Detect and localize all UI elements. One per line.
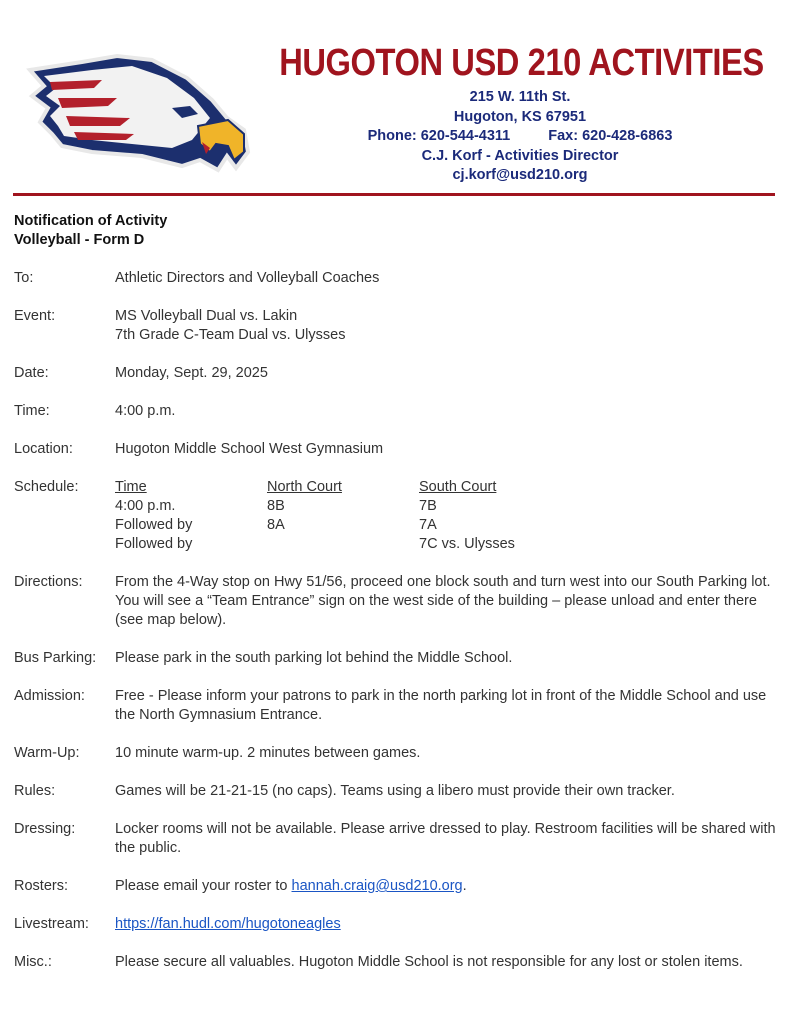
field-label: Warm-Up:: [14, 745, 80, 761]
schedule-cell: 4:00 p.m.: [115, 498, 176, 514]
field-value: 4:00 p.m.: [115, 403, 176, 419]
field-value: [115, 307, 784, 345]
field-value: From the 4-Way stop on Hwy 51/56, proceed one block south and turn west into our South Parking lot. You will see a “Team Entrance” sign on the west side of the building – please unload and enter there (see map below).: [115, 574, 771, 628]
field-date: [14, 364, 784, 383]
field-dressing: [14, 820, 784, 858]
notification-body: [14, 212, 784, 972]
schedule-cell: Followed by: [115, 517, 193, 533]
eagle-logo-icon: [22, 48, 254, 184]
schedule-cell: 7B: [419, 498, 437, 514]
event-line-1: MS Volleyball Dual vs. Lakin: [115, 308, 298, 324]
field-rules: [14, 782, 784, 801]
letterhead: [270, 38, 770, 186]
field-label: Date:: [14, 365, 49, 381]
field-label: Misc.:: [14, 954, 52, 970]
field-label: Location:: [14, 441, 73, 457]
field-value: [115, 915, 784, 934]
field-label: Schedule:: [14, 479, 79, 495]
schedule-header-time: Time: [115, 479, 147, 495]
roster-email-link[interactable]: hannah.craig@usd210.org: [291, 878, 463, 894]
schedule-table: [115, 478, 784, 554]
field-schedule: [14, 478, 784, 554]
field-label: Bus Parking:: [14, 650, 97, 666]
field-label: Event:: [14, 308, 56, 324]
field-label: Rosters:: [14, 878, 68, 894]
field-label: To:: [14, 270, 34, 286]
form-heading-line-2: Volleyball - Form D: [14, 232, 145, 248]
phone-number: Phone: 620-544-4311: [367, 128, 511, 144]
address-line-2: Hugoton, KS 67951: [453, 108, 587, 125]
field-value: Hugoton Middle School West Gymnasium: [115, 441, 384, 457]
schedule-cell: 7A: [419, 517, 437, 533]
schedule-header-south-court: South Court: [419, 479, 497, 495]
director-email: cj.korf@usd210.org: [452, 167, 588, 183]
field-misc: [14, 953, 784, 972]
field-value: Locker rooms will not be available. Please arrive dressed to play. Restroom facilities will be shared with the public.: [115, 821, 776, 856]
schedule-cell: 8B: [267, 498, 285, 514]
fax-number: Fax: 620-428-6863: [548, 128, 673, 144]
field-admission: [14, 687, 784, 725]
field-livestream: [14, 915, 784, 934]
field-label: Time:: [14, 403, 50, 419]
schedule-cell: 7C vs. Ulysses: [419, 536, 515, 552]
field-label: Livestream:: [14, 916, 89, 932]
header-divider: [13, 193, 775, 196]
schedule-cell: 8A: [267, 517, 285, 533]
address-line-1: 215 W. 11th St.: [469, 89, 571, 105]
livestream-link[interactable]: https://fan.hudl.com/hugotoneagles: [115, 916, 341, 932]
field-rosters: [14, 877, 784, 896]
field-event: [14, 307, 784, 345]
field-label: Directions:: [14, 574, 83, 590]
field-to: [14, 269, 784, 288]
rosters-suffix: .: [462, 878, 467, 894]
field-label: Rules:: [14, 783, 56, 799]
form-heading-line-1: Notification of Activity: [14, 213, 168, 229]
field-warm-up: [14, 744, 784, 763]
event-line-2: 7th Grade C-Team Dual vs. Ulysses: [115, 327, 346, 343]
field-bus-parking: [14, 649, 784, 668]
field-value: [115, 877, 784, 896]
field-value: Please secure all valuables. Hugoton Middle School is not responsible for any lost or stolen items.: [115, 954, 743, 970]
schedule-cell: Followed by: [115, 536, 193, 552]
organization-title: HUGOTON USD 210 ACTIVITIES: [279, 42, 764, 84]
field-directions: [14, 573, 784, 630]
schedule-header-north-court: North Court: [267, 479, 342, 495]
field-value: Free - Please inform your patrons to park in the north parking lot in front of the Middle School and use the North Gymnasium Entrance.: [115, 688, 767, 723]
field-value: Monday, Sept. 29, 2025: [115, 365, 268, 381]
director-line: C.J. Korf - Activities Director: [421, 147, 619, 164]
field-value: 10 minute warm-up. 2 minutes between games.: [115, 745, 421, 761]
field-label: Dressing:: [14, 821, 76, 837]
field-value: Games will be 21-21-15 (no caps). Teams using a libero must provide their own tracker.: [115, 783, 675, 799]
phone-fax-line: [270, 127, 770, 147]
field-value: Please park in the south parking lot behind the Middle School.: [115, 650, 513, 666]
rosters-text: Please email your roster to: [115, 878, 292, 894]
schedule-cell: [267, 535, 419, 554]
field-value: Athletic Directors and Volleyball Coaches: [115, 270, 380, 286]
field-label: Admission:: [14, 688, 85, 704]
field-time: [14, 402, 784, 421]
field-location: [14, 440, 784, 459]
